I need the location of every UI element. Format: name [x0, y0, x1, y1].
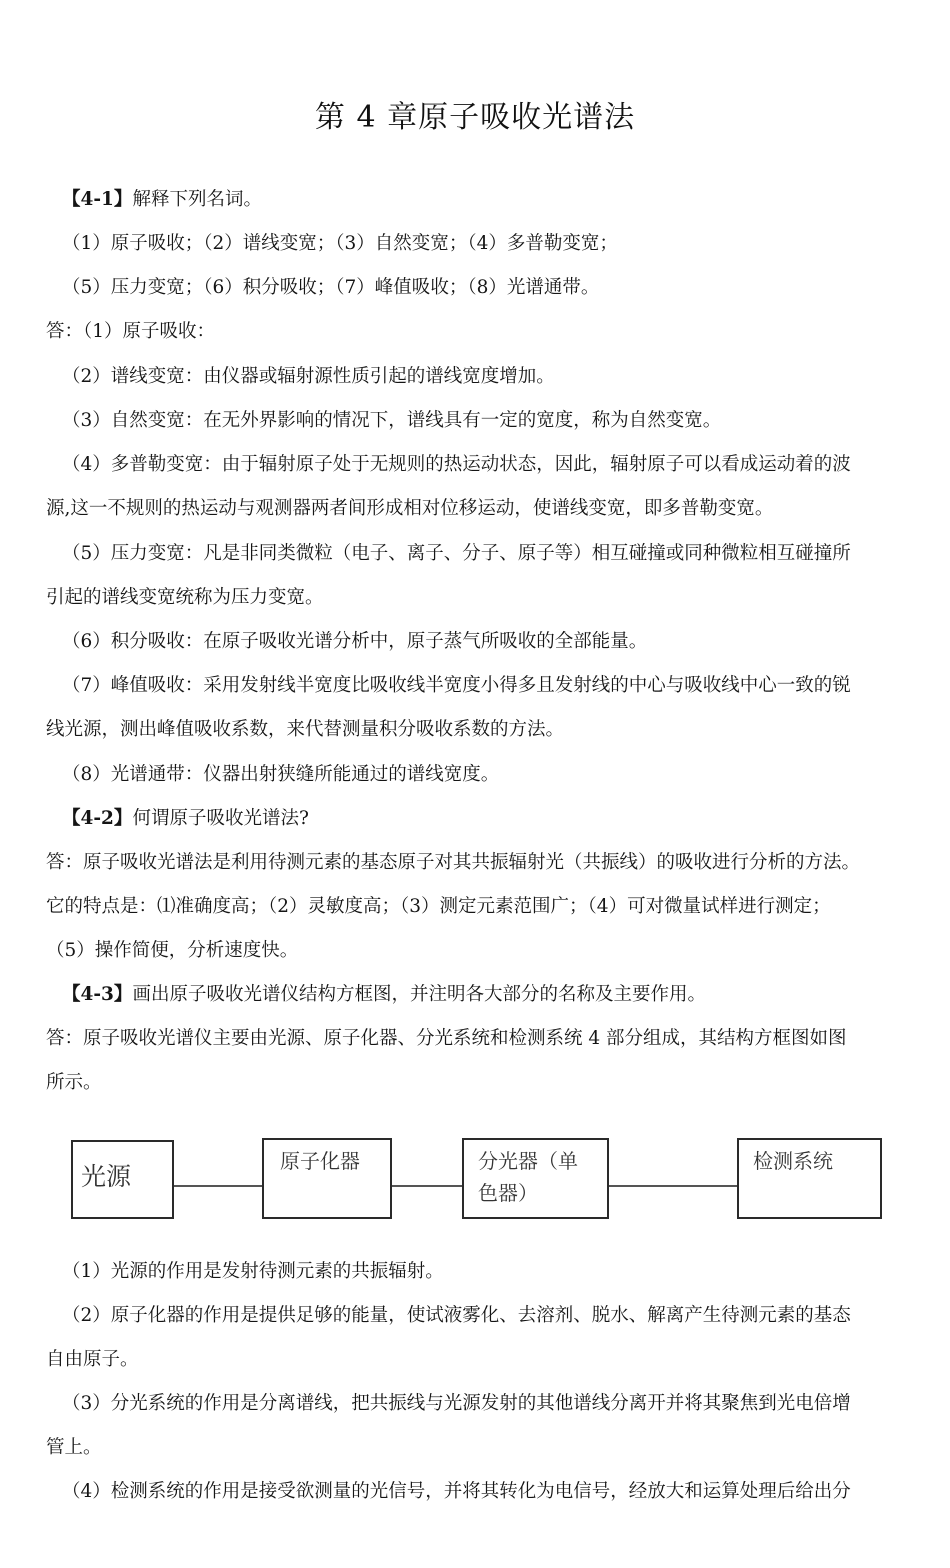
- answer-line: （8）光谱通带：仪器出射狭缝所能通过的谱线宽度。: [62, 764, 500, 785]
- box-label: 光源: [81, 1162, 132, 1191]
- question-4-2: [62, 804, 942, 834]
- answer-line: （5）压力变宽：凡是非同类微粒（电子、离子、分子、原子等）相互碰撞或同种微粒相互碰撞所: [62, 543, 851, 564]
- answer-line: （6）积分吸收：在原子吸收光谱分析中，原子蒸气所吸收的全部能量。: [62, 631, 648, 652]
- answer-line: 它的特点是：⑴准确度高；（2）灵敏度高；（3）测定元素范围广；（4）可对微量试样进行测定；: [46, 896, 831, 917]
- answer-line: 源,这一不规则的热运动与观测器两者间形成相对位移运动，使谱线变宽，即多普勒变宽。: [46, 498, 774, 519]
- answer-line: （1）光源的作用是发射待测元素的共振辐射。: [62, 1261, 444, 1282]
- term-list-line: （1）原子吸收；（2）谱线变宽；（3）自然变宽；（4）多普勒变宽；: [62, 233, 618, 254]
- answer-line: （3）自然变宽：在无外界影响的情况下，谱线具有一定的宽度，称为自然变宽。: [62, 410, 722, 431]
- term-list-line: （5）压力变宽；（6）积分吸收；（7）峰值吸收；（8）光谱通带。: [62, 277, 600, 298]
- answer-line: 管上。: [46, 1437, 102, 1458]
- answer-line: （2）谱线变宽：由仪器或辐射源性质引起的谱线宽度增加。: [62, 366, 555, 387]
- answer-line: 引起的谱线变宽统称为压力变宽。: [46, 587, 324, 608]
- box-label: 检测系统: [753, 1149, 833, 1173]
- connector-line: [607, 1185, 737, 1187]
- question-text: 解释下列名词。: [132, 189, 262, 210]
- answer-line: （2）原子化器的作用是提供足够的能量，使试液雾化、去溶剂、脱水、解离产生待测元素的基态: [62, 1305, 851, 1326]
- box-label: 原子化器: [280, 1149, 360, 1173]
- monochromator-box: [462, 1138, 609, 1219]
- connector-line: [172, 1185, 262, 1187]
- question-label: 【4-1】: [62, 189, 133, 210]
- answer-line: （4）多普勒变宽：由于辐射原子处于无规则的热运动状态，因此，辐射原子可以看成运动着的波: [62, 454, 851, 475]
- instrument-block-diagram: [0, 1130, 950, 1230]
- question-text: 画出原子吸收光谱仪结构方框图，并注明各大部分的名称及主要作用。: [132, 984, 706, 1005]
- answer-line: （4）检测系统的作用是接受欲测量的光信号，并将其转化为电信号，经放大和运算处理后给出分: [62, 1481, 851, 1502]
- question-text: 何谓原子吸收光谱法?: [132, 808, 309, 829]
- answer-line: 答：（1）原子吸收：: [46, 321, 216, 342]
- connector-line: [390, 1185, 462, 1187]
- answer-line: （7）峰值吸收：采用发射线半宽度比吸收线半宽度小得多且发射线的中心与吸收线中心一致的锐: [62, 675, 851, 696]
- detection-system-box: [737, 1138, 882, 1219]
- answer-line: 答：原子吸收光谱法是利用待测元素的基态原子对其共振辐射光（共振线）的吸收进行分析的方法。: [46, 852, 861, 873]
- atomizer-box: [262, 1138, 392, 1219]
- answer-line: 自由原子。: [46, 1349, 139, 1370]
- box-label: 分光器（单: [478, 1149, 578, 1173]
- light-source-box: [71, 1140, 174, 1219]
- answer-line: 答：原子吸收光谱仪主要由光源、原子化器、分光系统和检测系统 4 部分组成，其结构方框图如图: [46, 1028, 847, 1049]
- question-4-1: [62, 185, 942, 215]
- answer-line: （5）操作简便，分析速度快。: [46, 940, 299, 961]
- answer-line: 线光源，测出峰值吸收系数，来代替测量积分吸收系数的方法。: [46, 719, 565, 740]
- question-label: 【4-3】: [62, 984, 133, 1005]
- chapter-title: 第 4 章原子吸收光谱法: [314, 100, 636, 135]
- box-label: 色器）: [478, 1181, 538, 1205]
- question-4-3: [62, 980, 942, 1010]
- answer-line: （3）分光系统的作用是分离谱线，把共振线与光源发射的其他谱线分离开并将其聚焦到光电倍增: [62, 1393, 851, 1414]
- question-label: 【4-2】: [62, 808, 133, 829]
- answer-line: 所示。: [46, 1072, 102, 1093]
